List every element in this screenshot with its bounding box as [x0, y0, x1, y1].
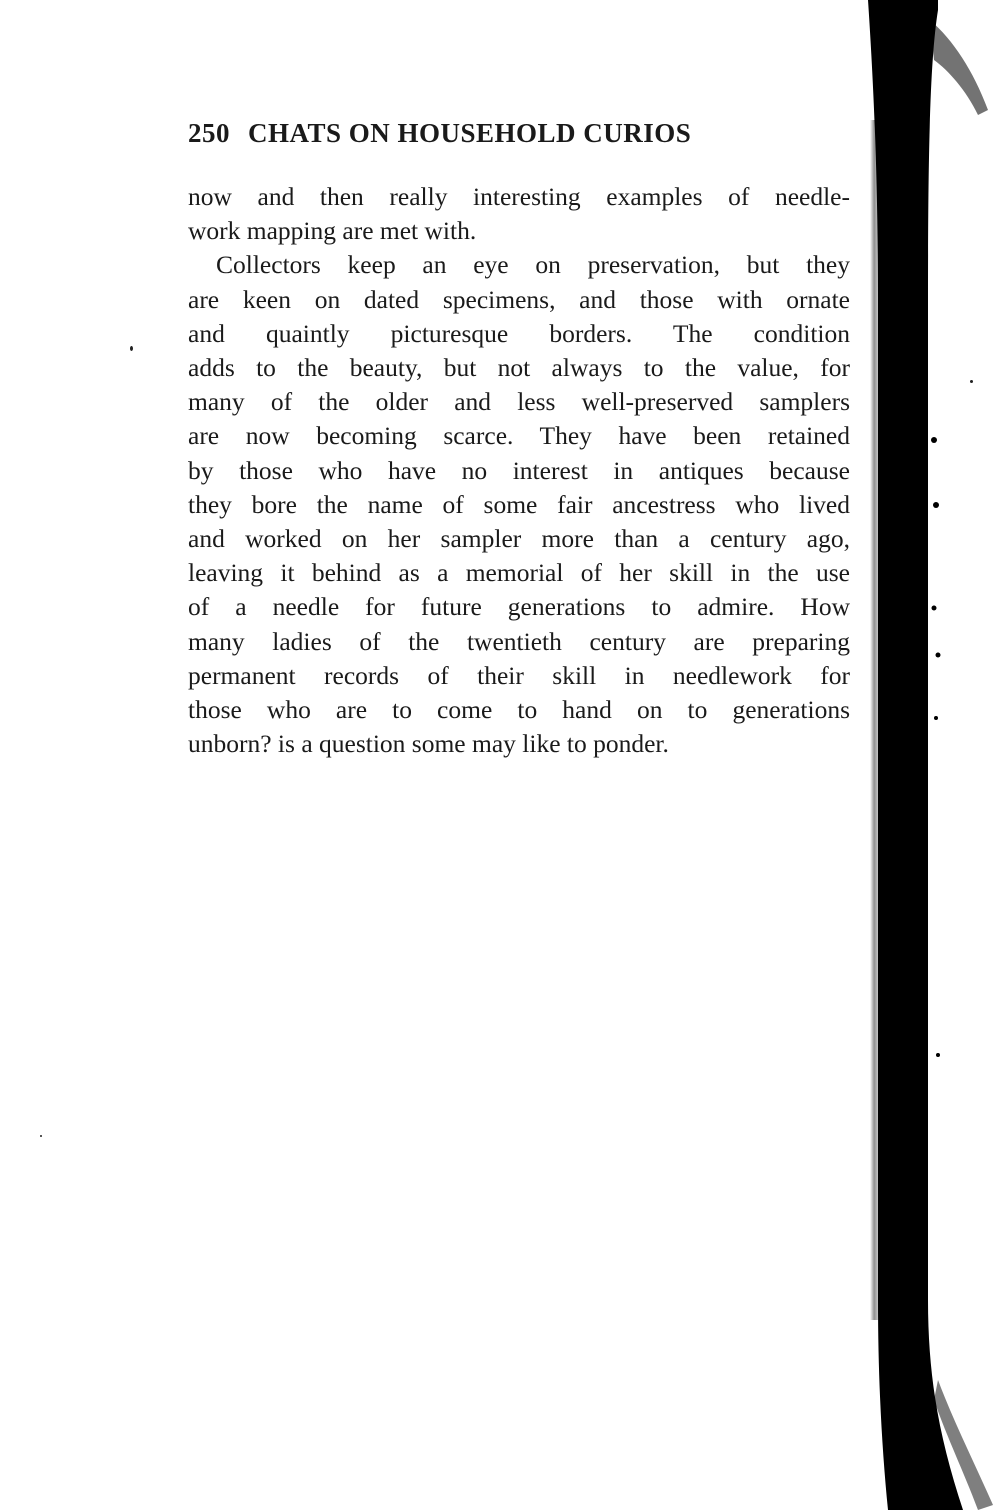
- text-line: of a needle for future generations to admire. How: [188, 592, 850, 622]
- running-title: CHATS ON HOUSEHOLD CURIOS: [248, 118, 692, 148]
- gutter-shadow: [868, 0, 1000, 1510]
- text-line: adds to the beauty, but not always to the value, for: [188, 353, 850, 383]
- text-line: leaving it behind as a memorial of her skill in the use: [188, 558, 850, 588]
- text-line: unborn? is a question some may like to ponder.: [188, 729, 669, 759]
- text-line: many of the older and less well-preserved samplers: [188, 387, 850, 417]
- scan-speck: [40, 1135, 42, 1137]
- text-line: Collectors keep an eye on preservation, but they: [216, 250, 850, 280]
- text-line: many ladies of the twentieth century are preparing: [188, 626, 850, 656]
- text-line: are keen on dated specimens, and those with ornate: [188, 284, 850, 314]
- spine-band: [868, 0, 963, 1510]
- text-line: are now becoming scarce. They have been retained: [188, 421, 850, 451]
- text-line: now and then really interesting examples of needle-: [188, 182, 850, 211]
- text-line: and worked on her sampler more than a century ago,: [188, 524, 850, 554]
- body-text: [188, 180, 850, 761]
- text-line: those who are to come to hand on to generations: [188, 695, 850, 725]
- page-number: 250: [188, 118, 230, 148]
- text-line: they bore the name of some fair ancestress who lived: [188, 489, 850, 519]
- text-line: permanent records of their skill in needlework for: [188, 660, 850, 690]
- paragraph-2: [188, 248, 850, 761]
- running-head: [188, 118, 848, 149]
- text-line: by those who have no interest in antiques because: [188, 455, 850, 485]
- scan-speck: [970, 380, 973, 383]
- paragraph-1: [188, 180, 850, 248]
- text-line: work mapping are met with.: [188, 216, 477, 246]
- scan-speck: [130, 346, 133, 351]
- text-line: and quaintly picturesque borders. The condition: [188, 318, 850, 348]
